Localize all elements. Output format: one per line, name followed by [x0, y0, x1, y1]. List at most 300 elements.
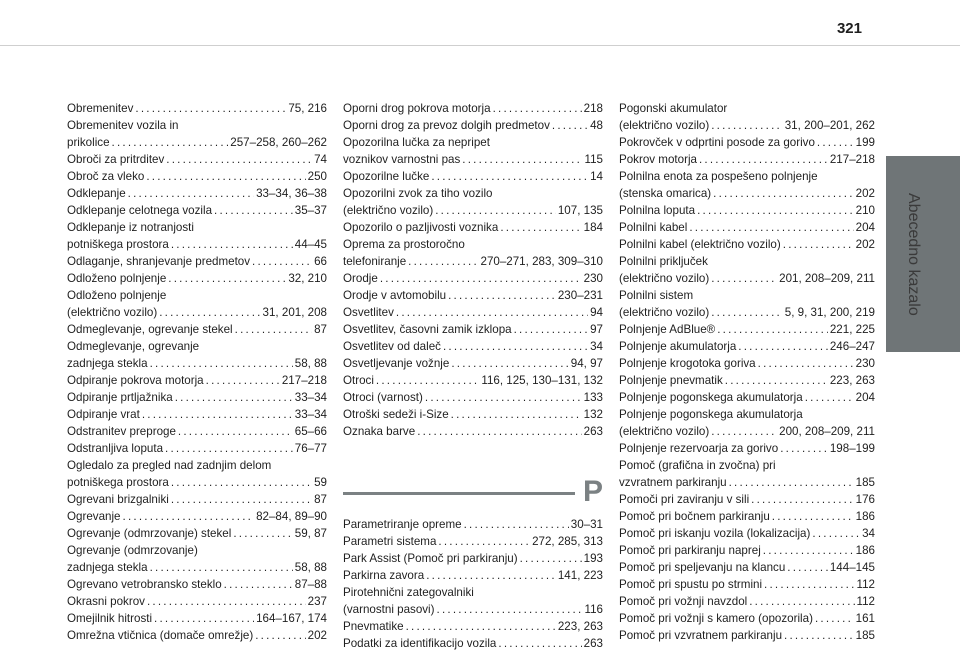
index-entry [619, 253, 875, 287]
index-entry [67, 270, 327, 287]
leader-dots [699, 151, 828, 168]
index-column-2 [343, 100, 603, 652]
entry-pages: 14 [590, 170, 603, 183]
index-entry [619, 151, 875, 168]
leader-dots [175, 389, 293, 406]
index-entry [343, 321, 603, 338]
leader-dots [171, 491, 312, 508]
entry-term: (električno vozilo) [619, 306, 710, 319]
index-entry [67, 117, 327, 151]
entry-line [67, 525, 327, 542]
entry-pages: 87–88 [294, 578, 327, 591]
leader-dots [711, 270, 777, 287]
entry-line [343, 355, 603, 372]
entry-pages: 144–145 [829, 561, 875, 574]
entry-pages: 184 [583, 221, 603, 234]
entry-pages: 59 [314, 476, 327, 489]
section-divider [343, 492, 603, 495]
entry-line [67, 389, 327, 406]
entry-pages: 263 [583, 637, 603, 650]
entry-pages: 186 [855, 544, 875, 557]
entry-line [619, 508, 875, 525]
entry-term: potniškega prostora [67, 476, 169, 489]
leader-dots [214, 202, 293, 219]
index-entry [619, 593, 875, 610]
entry-term: Otroški sedeži i-Size [343, 408, 449, 421]
index-entry [67, 457, 327, 491]
entry-term: Opozorilne lučke [343, 170, 430, 183]
entry-line [67, 576, 327, 593]
index-entry [343, 185, 603, 219]
entry-pages: 5, 9, 31, 200, 219 [784, 306, 875, 319]
entry-pages: 230 [583, 272, 603, 285]
entry-term: zadnjega stekla [67, 357, 148, 370]
entry-pages: 75, 216 [288, 102, 327, 115]
entry-term-line: Ogrevanje (odmrzovanje) [67, 544, 198, 557]
entry-line [67, 406, 327, 423]
entry-line [619, 440, 875, 457]
entry-pages: 33–34 [294, 391, 327, 404]
leader-dots [435, 202, 556, 219]
index-entry [343, 584, 603, 618]
entry-pages: 44–45 [294, 238, 327, 251]
entry-line [67, 593, 327, 610]
entry-term: Obremenitev [67, 102, 134, 115]
entry-term: Pomoč pri parkiranju naprej [619, 544, 761, 557]
index-entry [619, 236, 875, 253]
entry-line [619, 491, 875, 508]
entry-pages: 200, 208–209, 211 [779, 425, 875, 438]
index-entry [619, 457, 875, 491]
entry-term-line: Obremenitev vozila in [67, 119, 179, 132]
index-entry [67, 610, 327, 627]
index-entry [619, 134, 875, 151]
entry-pages: 58, 88 [294, 357, 327, 370]
entry-pages: 97 [590, 323, 603, 336]
index-entry [343, 338, 603, 355]
entry-term-line: Pomoč (grafična in zvočna) pri [619, 459, 776, 472]
entry-line [619, 134, 875, 151]
entry-pages: 112 [856, 578, 875, 591]
leader-dots [451, 406, 582, 423]
entry-pages: 94, 97 [570, 357, 603, 370]
entry-line [343, 601, 603, 618]
entry-pages: 112 [856, 595, 875, 608]
entry-line [343, 567, 603, 584]
entry-term: Osvetlitev, časovni zamik izklopa [343, 323, 512, 336]
entry-pages: 33–34, 36–38 [256, 187, 327, 200]
entry-term: (električno vozilo) [619, 425, 710, 438]
index-entry [67, 338, 327, 372]
entry-term: Orodje v avtomobilu [343, 289, 447, 302]
entry-term-line: Odklepanje iz notranjosti [67, 221, 194, 234]
index-entry [67, 321, 327, 338]
entry-line [67, 610, 327, 627]
entry-line [619, 355, 875, 372]
entry-line [67, 627, 327, 644]
entry-term-line: Polnjenje pogonskega akumulatorja [619, 408, 803, 421]
leader-dots [711, 423, 777, 440]
entry-term: Parametriranje opreme [343, 518, 462, 531]
entry-term-line: Pirotehnični zategovalniki [343, 586, 474, 599]
entry-term: Pomoč pri speljevanju na klancu [619, 561, 786, 574]
entry-line [67, 270, 327, 287]
entry-line [343, 406, 603, 423]
entry-pages: 201, 208–209, 211 [779, 272, 875, 285]
entry-pages: 185 [855, 629, 875, 642]
entry-line [619, 338, 875, 355]
leader-dots [128, 185, 254, 202]
index-entry [619, 576, 875, 593]
entry-line [343, 304, 603, 321]
entry-term: Orodje [343, 272, 378, 285]
index-entry [619, 542, 875, 559]
entry-line [67, 134, 327, 151]
entry-line [619, 372, 875, 389]
section-letter: P [575, 474, 603, 510]
leader-dots [135, 100, 286, 117]
leader-dots [784, 627, 854, 644]
index-entry [67, 440, 327, 457]
entry-line [343, 618, 603, 635]
entry-pages: 204 [855, 391, 875, 404]
entry-pages: 34 [590, 340, 603, 353]
leader-dots [812, 525, 860, 542]
index-entry [619, 491, 875, 508]
entry-line [67, 559, 327, 576]
leader-dots [235, 321, 312, 338]
leader-dots [500, 219, 581, 236]
entry-term: Odloženo polnjenje [67, 272, 167, 285]
leader-dots [787, 559, 828, 576]
entry-term: (električno vozilo) [619, 119, 710, 132]
leader-dots [817, 134, 854, 151]
entry-term-line: Opozorilna lučka za nepripet [343, 136, 490, 149]
index-entry [619, 321, 875, 338]
entry-pages: 230–231 [557, 289, 603, 302]
entry-term: Osvetlitev [343, 306, 394, 319]
leader-dots [763, 542, 854, 559]
header-rule [0, 45, 960, 46]
leader-dots [431, 168, 588, 185]
entry-line [619, 185, 875, 202]
index-entry [67, 185, 327, 202]
entry-term: Otroci (varnost) [343, 391, 423, 404]
entry-pages: 33–34 [294, 408, 327, 421]
entry-line [343, 321, 603, 338]
entry-term: Ogrevanje (odmrzovanje) stekel [67, 527, 232, 540]
entry-pages: 32, 210 [288, 272, 327, 285]
leader-dots [154, 610, 254, 627]
leader-dots [717, 321, 828, 338]
entry-term: Polnjenje akumulatorja [619, 340, 737, 353]
leader-dots [166, 151, 312, 168]
entry-term: Osvetlitev od daleč [343, 340, 441, 353]
leader-dots [783, 236, 854, 253]
leader-dots [448, 287, 556, 304]
entry-pages: 66 [314, 255, 327, 268]
entry-line [343, 635, 603, 652]
entry-term: Pokrovček v odprtini posode za gorivo [619, 136, 815, 149]
leader-dots [112, 134, 229, 151]
entry-pages: 193 [583, 552, 603, 565]
leader-dots [729, 474, 854, 491]
leader-dots [520, 550, 582, 567]
leader-dots [150, 355, 293, 372]
leader-dots [552, 117, 588, 134]
entry-pages: 35–37 [294, 204, 327, 217]
entry-pages: 198–199 [829, 442, 875, 455]
index-entry [343, 270, 603, 287]
entry-term-line: Polnilni priključek [619, 255, 708, 268]
leader-dots [772, 508, 854, 525]
entry-line [619, 627, 875, 644]
leader-dots [150, 559, 293, 576]
index-entry [619, 355, 875, 372]
index-entry [343, 423, 603, 440]
entry-line [619, 202, 875, 219]
leader-dots [462, 151, 582, 168]
leader-dots [147, 593, 306, 610]
entry-line [67, 423, 327, 440]
entry-pages: 74 [314, 153, 327, 166]
entry-pages: 176 [855, 493, 875, 506]
entry-pages: 65–66 [294, 425, 327, 438]
index-entry [343, 117, 603, 134]
leader-dots [417, 423, 581, 440]
entry-term: Odstranljiva loputa [67, 442, 164, 455]
entry-line [67, 440, 327, 457]
index-entry [67, 372, 327, 389]
index-column-3 [619, 100, 875, 644]
entry-term: Pomoč pri iskanju vozila (lokalizacija) [619, 527, 811, 540]
entry-term: telefoniranje [343, 255, 407, 268]
index-entry [619, 610, 875, 627]
index-entry [619, 508, 875, 525]
entry-line [619, 542, 875, 559]
index-entry [343, 236, 603, 270]
leader-dots [437, 601, 583, 618]
entry-line [67, 372, 327, 389]
entry-line [67, 321, 327, 338]
entry-term: vzvratnem parkiranju [619, 476, 727, 489]
entry-line [343, 338, 603, 355]
entry-pages: 218 [583, 102, 603, 115]
entry-line [619, 423, 875, 440]
entry-term: potniškega prostora [67, 238, 169, 251]
entry-line [343, 270, 603, 287]
entry-term: (varnostni pasovi) [343, 603, 435, 616]
entry-pages: 210 [855, 204, 875, 217]
leader-dots [425, 389, 582, 406]
entry-term: Obroči za pritrditev [67, 153, 165, 166]
entry-line [67, 236, 327, 253]
entry-pages: 76–77 [294, 442, 327, 455]
index-entry [343, 100, 603, 117]
index-entry [67, 406, 327, 423]
index-entry [67, 593, 327, 610]
index-entry [619, 525, 875, 542]
entry-line [619, 593, 875, 610]
index-entry [619, 559, 875, 576]
index-entry [619, 168, 875, 202]
index-entry [619, 202, 875, 219]
entry-term: Park Assist (Pomoč pri parkiranju) [343, 552, 518, 565]
entry-line [343, 117, 603, 134]
entry-term: Polnilni kabel (električno vozilo) [619, 238, 781, 251]
leader-dots [464, 516, 569, 533]
index-entry [343, 304, 603, 321]
entry-line [343, 372, 603, 389]
entry-term: Parametri sistema [343, 535, 437, 548]
page-number: 321 [836, 20, 862, 37]
entry-term: Polnjenje krogotoka goriva [619, 357, 756, 370]
index-entry [343, 389, 603, 406]
entry-pages: 133 [583, 391, 603, 404]
entry-pages: 31, 201, 208 [262, 306, 327, 319]
entry-pages: 186 [855, 510, 875, 523]
index-entry [67, 168, 327, 185]
entry-pages: 272, 285, 313 [532, 535, 603, 548]
leader-dots [206, 372, 280, 389]
index-entry [619, 219, 875, 236]
entry-line [619, 304, 875, 321]
entry-term-line: Polnilni sistem [619, 289, 694, 302]
entry-line [67, 151, 327, 168]
leader-dots [142, 406, 293, 423]
entry-line [343, 423, 603, 440]
leader-dots [713, 185, 854, 202]
index-entry [619, 627, 875, 644]
entry-term: Osvetljevanje vožnje [343, 357, 450, 370]
leader-dots [171, 236, 293, 253]
entry-pages: 48 [590, 119, 603, 132]
entry-line [343, 389, 603, 406]
entry-pages: 263 [583, 425, 603, 438]
entry-pages: 202 [307, 629, 327, 642]
leader-dots [165, 440, 293, 457]
leader-dots [406, 618, 556, 635]
entry-pages: 221, 225 [829, 323, 875, 336]
entry-pages: 257–258, 260–262 [230, 136, 327, 149]
entry-term: Pomoč pri vzvratnem parkiranju [619, 629, 783, 642]
leader-dots [252, 253, 312, 270]
leader-dots [408, 253, 478, 270]
entry-term: Odlaganje, shranjevanje predmetov [67, 255, 251, 268]
index-entry [67, 525, 327, 542]
index-entry [67, 389, 327, 406]
leader-dots [493, 100, 582, 117]
entry-pages: 250 [307, 170, 327, 183]
leader-dots [426, 567, 556, 584]
entry-line [67, 168, 327, 185]
entry-pages: 94 [590, 306, 603, 319]
index-entry [343, 219, 603, 236]
leader-dots [443, 338, 588, 355]
entry-term: Odpiranje pokrova motorja [67, 374, 204, 387]
entry-line [67, 304, 327, 321]
entry-pages: 230 [855, 357, 875, 370]
leader-dots [725, 372, 828, 389]
entry-term: Odpiranje prtljažnika [67, 391, 173, 404]
entry-line [343, 533, 603, 550]
entry-pages: 141, 223 [557, 569, 603, 582]
entry-term: Pomoč pri bočnem parkiranju [619, 510, 770, 523]
leader-dots [438, 533, 530, 550]
entry-pages: 185 [855, 476, 875, 489]
entry-line [343, 219, 603, 236]
entry-pages: 82–84, 89–90 [256, 510, 327, 523]
entry-term: Pokrov motorja [619, 153, 697, 166]
entry-term: Opozorilo o pazljivosti voznika [343, 221, 499, 234]
index-entry [343, 635, 603, 652]
index-entries-o [343, 100, 603, 440]
entry-line [619, 117, 875, 134]
entry-term: voznikov varnostni pas [343, 153, 461, 166]
leader-dots [171, 474, 312, 491]
entry-term-line: Oprema za prostoročno [343, 238, 465, 251]
entry-term: Polnjenje rezervoarja za gorivo [619, 442, 779, 455]
entry-line [343, 287, 603, 304]
index-entry [619, 372, 875, 389]
leader-dots [224, 576, 293, 593]
section-header-p [343, 474, 603, 510]
index-entry [67, 542, 327, 576]
index-entries-p [343, 516, 603, 652]
index-entry [619, 440, 875, 457]
entry-line [619, 151, 875, 168]
entry-line [67, 474, 327, 491]
entry-term: Odstranitev preproge [67, 425, 176, 438]
entry-line [619, 559, 875, 576]
entry-term: (električno vozilo) [619, 272, 710, 285]
entry-line [619, 525, 875, 542]
index-entry [343, 355, 603, 372]
entry-pages: 217–218 [829, 153, 875, 166]
entry-term: Ogrevani brizgalniki [67, 493, 169, 506]
entry-term: Odklepanje celotnega vozila [67, 204, 213, 217]
leader-dots [758, 355, 854, 372]
leader-dots [146, 168, 305, 185]
entry-term: Pomoč pri vožnji navzdol [619, 595, 748, 608]
entry-term: Parkirna zavora [343, 569, 425, 582]
entry-term: Polnilna loputa [619, 204, 696, 217]
entry-pages: 164–167, 174 [256, 612, 327, 625]
entry-line [67, 491, 327, 508]
index-entry [343, 618, 603, 635]
entry-pages: 161 [855, 612, 875, 625]
index-entry [67, 508, 327, 525]
leader-dots [380, 270, 582, 287]
index-entry [619, 100, 875, 134]
leader-dots [764, 576, 854, 593]
entry-line [343, 253, 603, 270]
entry-term: (stenska omarica) [619, 187, 712, 200]
index-entry [67, 287, 327, 321]
leader-dots [751, 491, 854, 508]
entry-term: Polnjenje AdBlue® [619, 323, 716, 336]
entry-pages: 59, 87 [294, 527, 327, 540]
entry-term: Obroč za vleko [67, 170, 145, 183]
index-column-1 [67, 100, 327, 644]
leader-dots [805, 389, 854, 406]
index-entry [343, 406, 603, 423]
entry-term: Pnevmatike [343, 620, 404, 633]
entry-line [67, 100, 327, 117]
entry-line [619, 389, 875, 406]
leader-dots [451, 355, 568, 372]
entry-term-line: Polnilna enota za pospešeno polnjenje [619, 170, 818, 183]
